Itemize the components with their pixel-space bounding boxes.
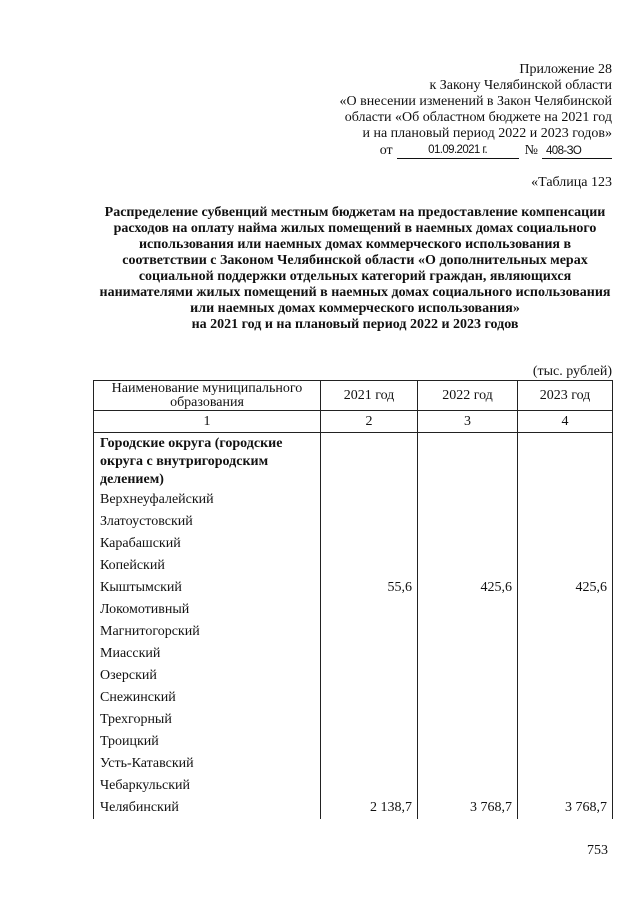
value-2023-cell	[518, 665, 613, 687]
header-2021: 2021 год	[321, 381, 418, 411]
municipality-name-cell: Магнитогорский	[94, 621, 321, 643]
value-2021-cell: 55,6	[321, 577, 418, 599]
value-2023-cell	[518, 533, 613, 555]
group-heading-cell	[94, 433, 321, 490]
units-label: (тыс. рублей)	[532, 364, 612, 379]
value-2022-cell	[418, 533, 518, 555]
value-2021-cell	[321, 709, 418, 731]
value-2023-cell	[518, 753, 613, 775]
table-row	[94, 797, 613, 819]
table-row	[94, 511, 613, 533]
header-municipality: Наименование муниципального образования	[94, 381, 321, 411]
title-line: или наемных домах коммерческого использования»	[190, 301, 520, 316]
table-row	[94, 643, 613, 665]
municipality-name-cell: Верхнеуфалейский	[94, 489, 321, 511]
value-2023-cell	[518, 489, 613, 511]
header-2022: 2022 год	[418, 381, 518, 411]
value-2021-cell	[321, 665, 418, 687]
group-heading-row	[94, 433, 613, 490]
value-2021-cell	[321, 621, 418, 643]
table-header-row	[94, 381, 613, 411]
column-number-cell: 1	[94, 411, 321, 433]
value-2021-cell	[321, 731, 418, 753]
law-number: 408-ЗО	[542, 144, 612, 159]
empty-cell	[321, 433, 418, 490]
value-2022-cell	[418, 643, 518, 665]
subsidy-table	[93, 380, 613, 819]
date-line	[340, 142, 613, 159]
table-row	[94, 555, 613, 577]
appendix-line: и на плановый период 2022 и 2023 годов»	[362, 126, 612, 141]
value-2023-cell	[518, 555, 613, 577]
appendix-line: к Закону Челябинской области	[429, 78, 612, 93]
value-2022-cell	[418, 687, 518, 709]
value-2021-cell	[321, 533, 418, 555]
value-2022-cell	[418, 599, 518, 621]
municipality-name-cell: Снежинский	[94, 687, 321, 709]
value-2021-cell	[321, 489, 418, 511]
value-2022-cell: 425,6	[418, 577, 518, 599]
table-row	[94, 731, 613, 753]
value-2023-cell	[518, 643, 613, 665]
table-row	[94, 621, 613, 643]
municipality-name-cell: Кыштымский	[94, 577, 321, 599]
value-2022-cell	[418, 753, 518, 775]
value-2021-cell	[321, 643, 418, 665]
page-number: 753	[587, 843, 608, 858]
table-label: «Таблица 123	[531, 175, 612, 190]
appendix-block	[340, 62, 613, 159]
value-2021-cell	[321, 511, 418, 533]
municipality-name-cell: Троицкий	[94, 731, 321, 753]
title-line: расходов на оплату найма жилых помещений в наемных домах социального	[113, 221, 597, 236]
appendix-line: области «Об областном бюджете на 2021 год	[344, 110, 612, 125]
municipality-name-cell: Челябинский	[94, 797, 321, 819]
empty-cell	[518, 433, 613, 490]
table-row	[94, 489, 613, 511]
municipality-name-cell: Чебаркульский	[94, 775, 321, 797]
value-2023-cell	[518, 731, 613, 753]
column-number-cell: 4	[518, 411, 613, 433]
municipality-name-cell: Усть-Катавский	[94, 753, 321, 775]
value-2021-cell	[321, 599, 418, 621]
title-line: использования или наемных домах коммерческого использования в	[138, 237, 572, 252]
title-line: на 2021 год и на плановый период 2022 и 2023 годов	[191, 317, 519, 332]
value-2023-cell: 3 768,7	[518, 797, 613, 819]
table-row	[94, 665, 613, 687]
law-date: 01.09.2021 г.	[397, 143, 519, 159]
value-2022-cell	[418, 621, 518, 643]
value-2022-cell: 3 768,7	[418, 797, 518, 819]
value-2021-cell	[321, 775, 418, 797]
title-line: Распределение субвенций местным бюджетам на предоставление компенсации	[104, 205, 606, 220]
table-row	[94, 709, 613, 731]
column-number-cell: 2	[321, 411, 418, 433]
appendix-line: «О внесении изменений в Закон Челябинской	[339, 94, 612, 109]
value-2022-cell	[418, 555, 518, 577]
value-2023-cell	[518, 621, 613, 643]
title-line: социальной поддержки отдельных категорий граждан, являющихся	[138, 269, 572, 284]
value-2023-cell	[518, 687, 613, 709]
column-number-cell: 3	[418, 411, 518, 433]
group-heading: Городские округа (городские округа с внутригородским делением)	[100, 436, 283, 487]
table-row	[94, 599, 613, 621]
value-2022-cell	[418, 731, 518, 753]
municipality-name-cell: Златоустовский	[94, 511, 321, 533]
document-title	[90, 205, 620, 333]
municipality-name-cell: Копейский	[94, 555, 321, 577]
value-2022-cell	[418, 665, 518, 687]
value-2022-cell	[418, 709, 518, 731]
value-2022-cell	[418, 511, 518, 533]
municipality-name-cell: Миасский	[94, 643, 321, 665]
table-row	[94, 577, 613, 599]
municipality-name-cell: Трехгорный	[94, 709, 321, 731]
table-row	[94, 533, 613, 555]
number-sign: №	[524, 143, 538, 158]
value-2023-cell: 425,6	[518, 577, 613, 599]
value-2023-cell	[518, 599, 613, 621]
header-2023: 2023 год	[518, 381, 613, 411]
table-row	[94, 687, 613, 709]
appendix-line: Приложение 28	[519, 62, 612, 77]
value-2021-cell	[321, 555, 418, 577]
value-2022-cell	[418, 489, 518, 511]
municipality-name-cell: Карабашский	[94, 533, 321, 555]
value-2023-cell	[518, 775, 613, 797]
table-row	[94, 753, 613, 775]
date-prefix: от	[379, 143, 393, 158]
value-2021-cell	[321, 753, 418, 775]
value-2023-cell	[518, 511, 613, 533]
empty-cell	[418, 433, 518, 490]
title-line: нанимателями жилых помещений в наемных домах социального использования	[99, 285, 611, 300]
table-row	[94, 775, 613, 797]
value-2021-cell	[321, 687, 418, 709]
value-2021-cell: 2 138,7	[321, 797, 418, 819]
title-line: соответствии с Законом Челябинской области «О дополнительных мерах	[122, 253, 588, 268]
municipality-name-cell: Локомотивный	[94, 599, 321, 621]
column-number-row	[94, 411, 613, 433]
municipality-name-cell: Озерский	[94, 665, 321, 687]
value-2022-cell	[418, 775, 518, 797]
value-2023-cell	[518, 709, 613, 731]
